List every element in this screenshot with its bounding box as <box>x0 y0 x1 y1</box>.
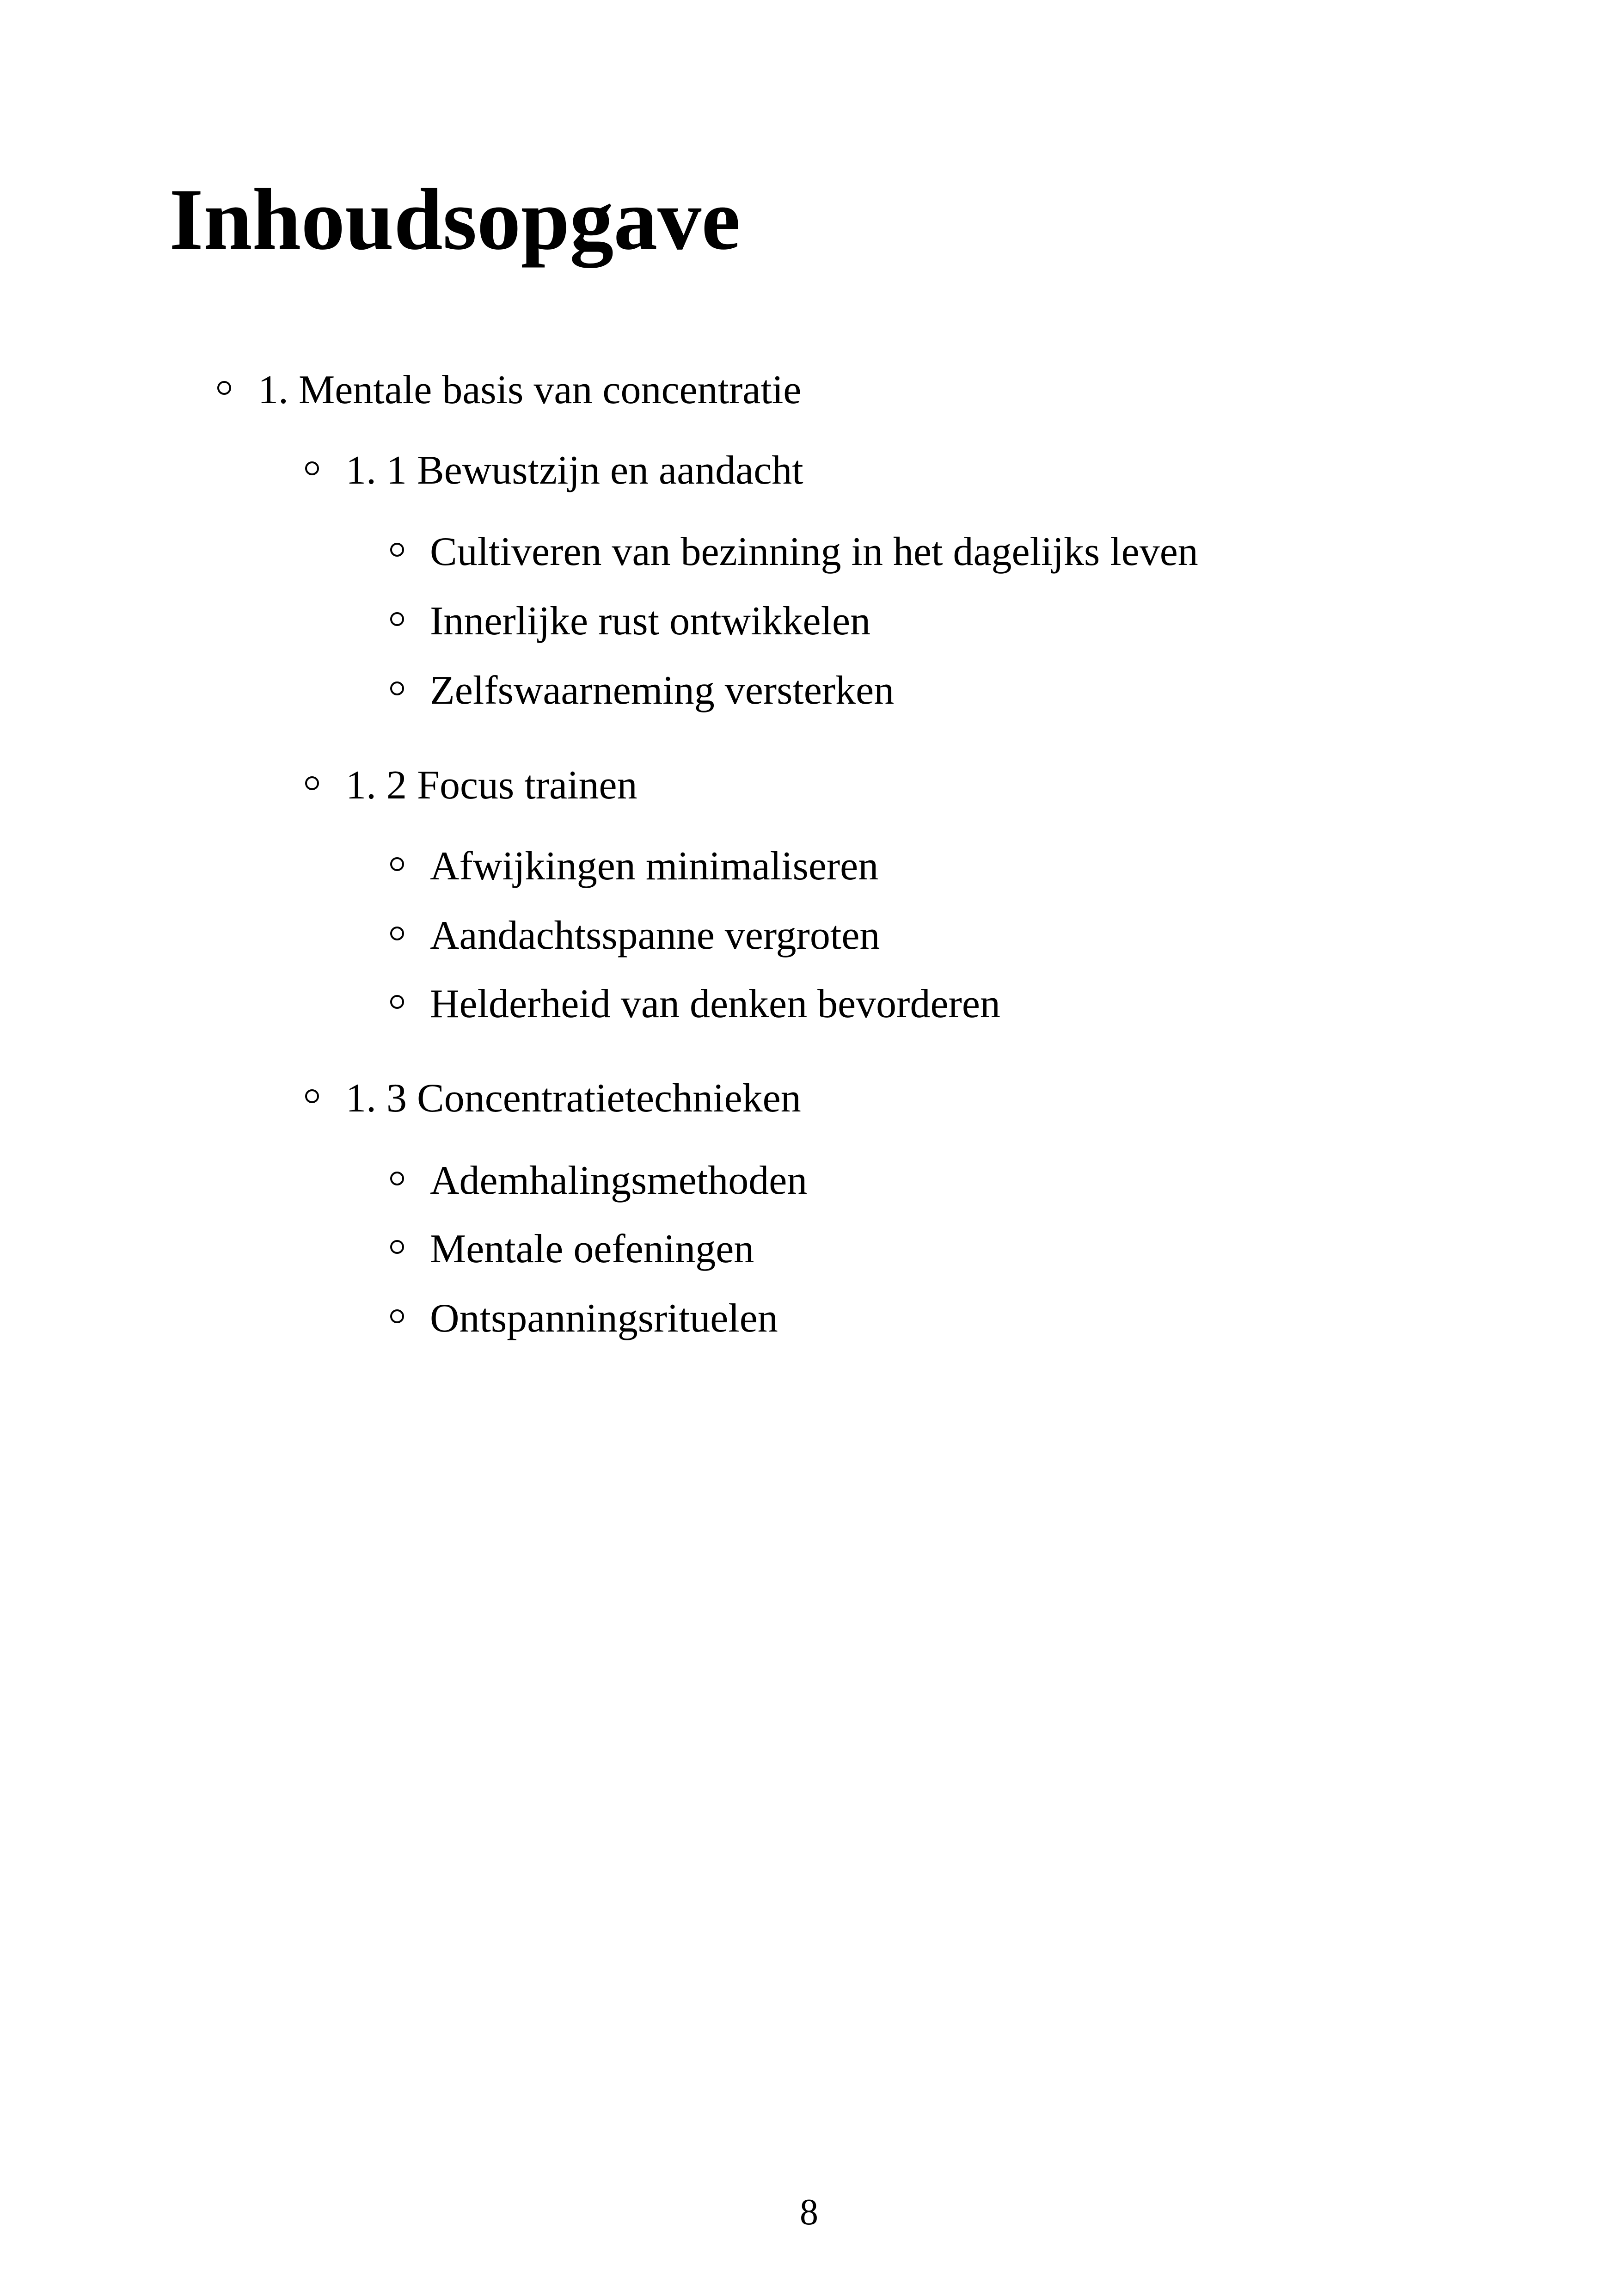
hollow-circle-bullet-icon <box>390 1309 404 1323</box>
toc-entry-text: Zelfswaarneming versterken <box>430 668 895 713</box>
hollow-circle-bullet-icon <box>390 857 404 871</box>
toc-entry-text: Ontspanningsrituelen <box>430 1296 778 1341</box>
hollow-circle-bullet-icon <box>390 681 404 695</box>
hollow-circle-bullet-icon <box>305 461 319 475</box>
hollow-circle-bullet-icon <box>390 927 404 940</box>
hollow-circle-bullet-icon <box>305 1089 319 1103</box>
toc-entry-text: Aandachtsspanne vergroten <box>430 913 880 958</box>
toc-entry-text: Afwijkingen minimaliseren <box>430 844 879 889</box>
toc-entry-text: 1. 1 Bewustzijn en aandacht <box>346 448 803 493</box>
toc-entry-text: 1. Mentale basis van concentratie <box>258 368 802 412</box>
page-number: 8 <box>800 2192 818 2233</box>
hollow-circle-bullet-icon <box>390 1172 404 1185</box>
hollow-circle-bullet-icon <box>390 995 404 1009</box>
page-title: Inhoudsopgave <box>169 171 741 268</box>
hollow-circle-bullet-icon <box>390 1240 404 1254</box>
hollow-circle-bullet-icon <box>390 543 404 557</box>
toc-entry-text: Helderheid van denken bevorderen <box>430 982 1000 1026</box>
toc-entry-text: 1. 2 Focus trainen <box>346 763 637 808</box>
toc-entry-text: Mentale oefeningen <box>430 1227 754 1271</box>
toc-entry-text: Ademhalingsmethoden <box>430 1158 808 1203</box>
toc-entry-text: Innerlijke rust ontwikkelen <box>430 599 871 644</box>
hollow-circle-bullet-icon <box>217 381 231 395</box>
toc-entry-text: 1. 3 Concentratietechnieken <box>346 1076 801 1121</box>
toc-entry-text: Cultiveren van bezinning in het dagelijks leven <box>430 529 1198 574</box>
hollow-circle-bullet-icon <box>390 612 404 626</box>
hollow-circle-bullet-icon <box>305 776 319 790</box>
